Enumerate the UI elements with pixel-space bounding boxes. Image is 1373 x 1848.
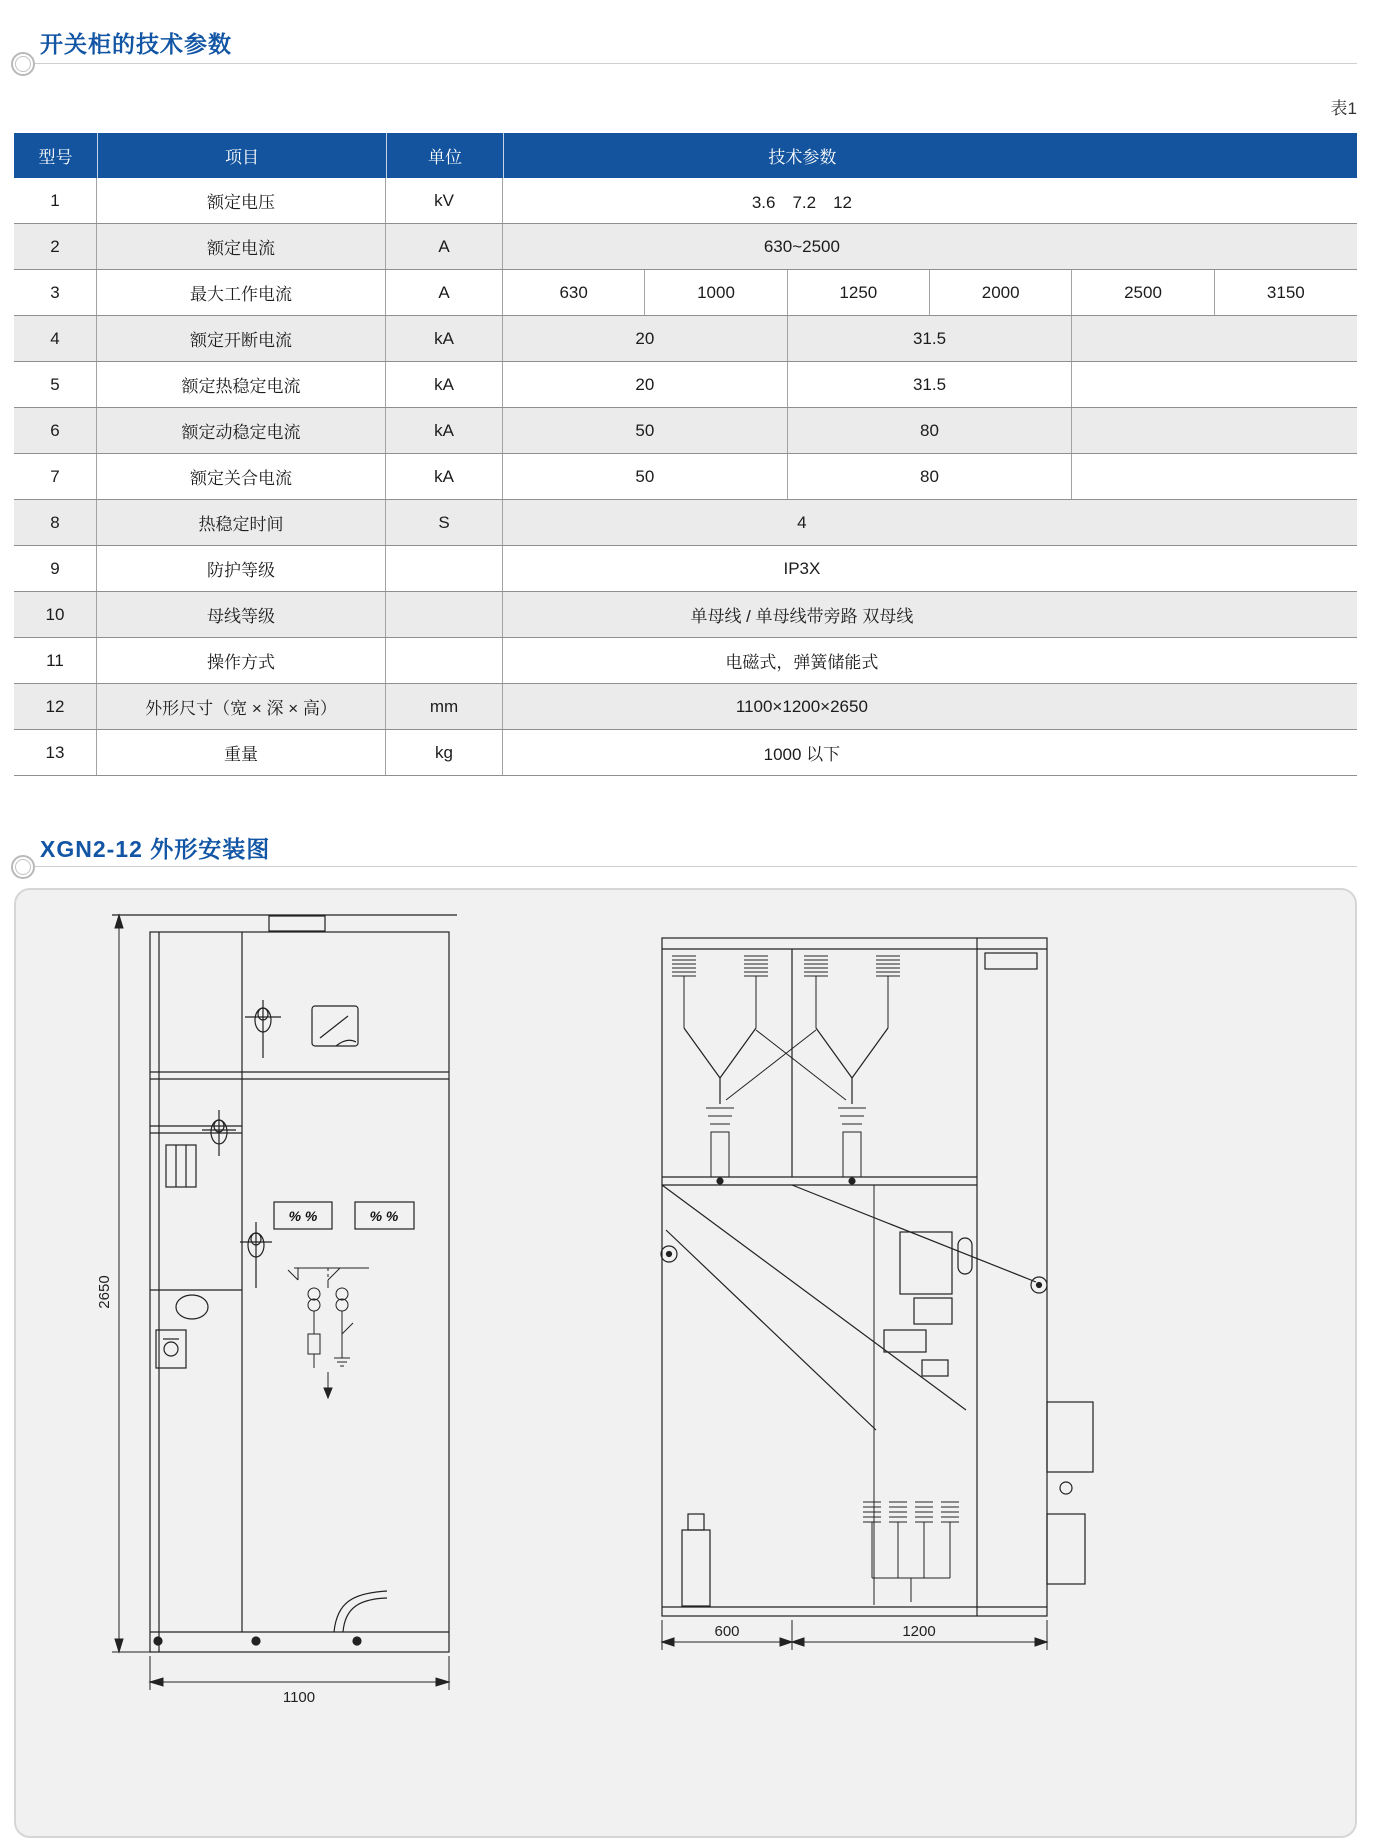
table-row-3 <box>14 270 1357 316</box>
row-unit: kV <box>386 178 503 223</box>
row-number: 1 <box>14 178 97 223</box>
row-item-label: 操作方式 <box>97 638 386 683</box>
row-number: 6 <box>14 408 97 453</box>
row-item-label: 额定动稳定电流 <box>97 408 386 453</box>
front-view-drawing <box>112 915 457 1652</box>
row-value: 50 <box>503 408 788 453</box>
row-item-label: 母线等级 <box>97 592 386 637</box>
row-unit <box>386 546 503 591</box>
table-row-9 <box>14 546 1357 592</box>
symbol-box-right-glyphs: % % <box>369 1208 399 1224</box>
row-unit: kA <box>386 316 503 361</box>
table-row-6 <box>14 408 1357 454</box>
row-item-label: 最大工作电流 <box>97 270 386 315</box>
row-value: 2500 <box>1072 270 1214 315</box>
row-unit: A <box>386 270 503 315</box>
row-number: 2 <box>14 224 97 269</box>
row-value: 3.6 7.2 12 <box>751 193 852 212</box>
row-unit: kA <box>386 408 503 453</box>
row-value <box>1072 454 1357 499</box>
row-item-label: 防护等级 <box>97 546 386 591</box>
table-row-13 <box>14 730 1357 776</box>
row-value: 31.5 <box>788 362 1073 407</box>
row-value: 1250 <box>788 270 930 315</box>
row-unit: mm <box>386 684 503 729</box>
row-item-label: 外形尺寸（宽 × 深 × 高） <box>97 684 386 729</box>
row-number: 12 <box>14 684 97 729</box>
row-value: 电磁式，弹簧储能式 <box>725 653 879 672</box>
row-number: 4 <box>14 316 97 361</box>
row-number: 9 <box>14 546 97 591</box>
side-depth-front-dimension: 600 <box>714 1623 740 1640</box>
row-value: 1100×1200×2650 <box>735 696 868 716</box>
row-value: 31.5 <box>788 316 1073 361</box>
row-number: 13 <box>14 730 97 775</box>
section1-divider <box>23 63 1357 64</box>
row-value: 630~2500 <box>763 236 840 256</box>
side-view-drawing <box>661 938 1093 1616</box>
table-row-2 <box>14 224 1357 270</box>
row-value: 20 <box>503 362 788 407</box>
row-number: 10 <box>14 592 97 637</box>
row-number: 8 <box>14 500 97 545</box>
row-value: 单母线 / 单母线带旁路 双母线 <box>690 607 914 626</box>
row-number: 3 <box>14 270 97 315</box>
header-model: 型号 <box>38 148 73 167</box>
row-unit: S <box>386 500 503 545</box>
table-row-12 <box>14 684 1357 730</box>
row-item-label: 额定电压 <box>97 178 386 223</box>
row-value: 2000 <box>930 270 1072 315</box>
table-header-row <box>14 133 1357 178</box>
table-caption: 表1 <box>1330 99 1357 118</box>
row-value <box>1072 316 1357 361</box>
post-insulators <box>706 1108 866 1177</box>
section2-title: XGN2-12 外形安装图 <box>40 836 271 862</box>
installation-drawings <box>16 890 1355 1836</box>
row-value <box>1072 408 1357 453</box>
schematic-diagram <box>288 1268 369 1398</box>
installation-drawing-panel <box>14 888 1357 1838</box>
row-item-label: 重量 <box>97 730 386 775</box>
row-value: IP3X <box>783 558 821 578</box>
table-body <box>14 178 1357 776</box>
row-value: 4 <box>797 512 807 532</box>
row-item-label: 额定关合电流 <box>97 454 386 499</box>
front-view-dimensions <box>96 915 449 1706</box>
row-unit: kA <box>386 362 503 407</box>
table-row-7 <box>14 454 1357 500</box>
table-row-5 <box>14 362 1357 408</box>
row-number: 7 <box>14 454 97 499</box>
section1-bullet-icon <box>11 52 35 76</box>
table-row-11 <box>14 638 1357 684</box>
section2-bullet-icon <box>11 855 35 879</box>
row-value: 630 <box>503 270 645 315</box>
row-unit: kg <box>386 730 503 775</box>
front-width-dimension: 1100 <box>282 1689 316 1706</box>
table-row-1 <box>14 178 1357 224</box>
row-value: 50 <box>503 454 788 499</box>
side-depth-rear-dimension: 1200 <box>902 1623 936 1640</box>
parameters-table <box>14 133 1357 776</box>
row-value: 80 <box>788 408 1073 453</box>
row-item-label: 额定电流 <box>97 224 386 269</box>
table-row-10 <box>14 592 1357 638</box>
symbol-box-left-glyphs: % % <box>288 1208 318 1224</box>
section1-title: 开关柜的技术参数 <box>40 31 232 57</box>
row-unit <box>386 592 503 637</box>
row-number: 5 <box>14 362 97 407</box>
header-params: 技术参数 <box>503 133 1357 178</box>
section2-divider <box>23 866 1357 867</box>
side-view-dimensions <box>662 1620 1047 1650</box>
row-value: 1000 <box>645 270 787 315</box>
row-value <box>1072 362 1357 407</box>
row-item-label: 热稳定时间 <box>97 500 386 545</box>
header-unit: 单位 <box>386 133 503 178</box>
row-number: 11 <box>14 638 97 683</box>
row-value: 3150 <box>1266 282 1305 302</box>
header-item: 项目 <box>97 133 386 178</box>
table-row-8 <box>14 500 1357 546</box>
insulator-stacks <box>672 956 900 1028</box>
row-item-label: 额定热稳定电流 <box>97 362 386 407</box>
lower-insulator-stacks <box>863 1502 959 1602</box>
row-unit <box>386 638 503 683</box>
table-row-4 <box>14 316 1357 362</box>
row-unit: A <box>386 224 503 269</box>
row-unit: kA <box>386 454 503 499</box>
front-height-dimension: 2650 <box>96 1275 113 1309</box>
row-value: 1000 以下 <box>763 745 841 764</box>
row-value: 20 <box>503 316 788 361</box>
row-item-label: 额定开断电流 <box>97 316 386 361</box>
row-value: 80 <box>788 454 1073 499</box>
